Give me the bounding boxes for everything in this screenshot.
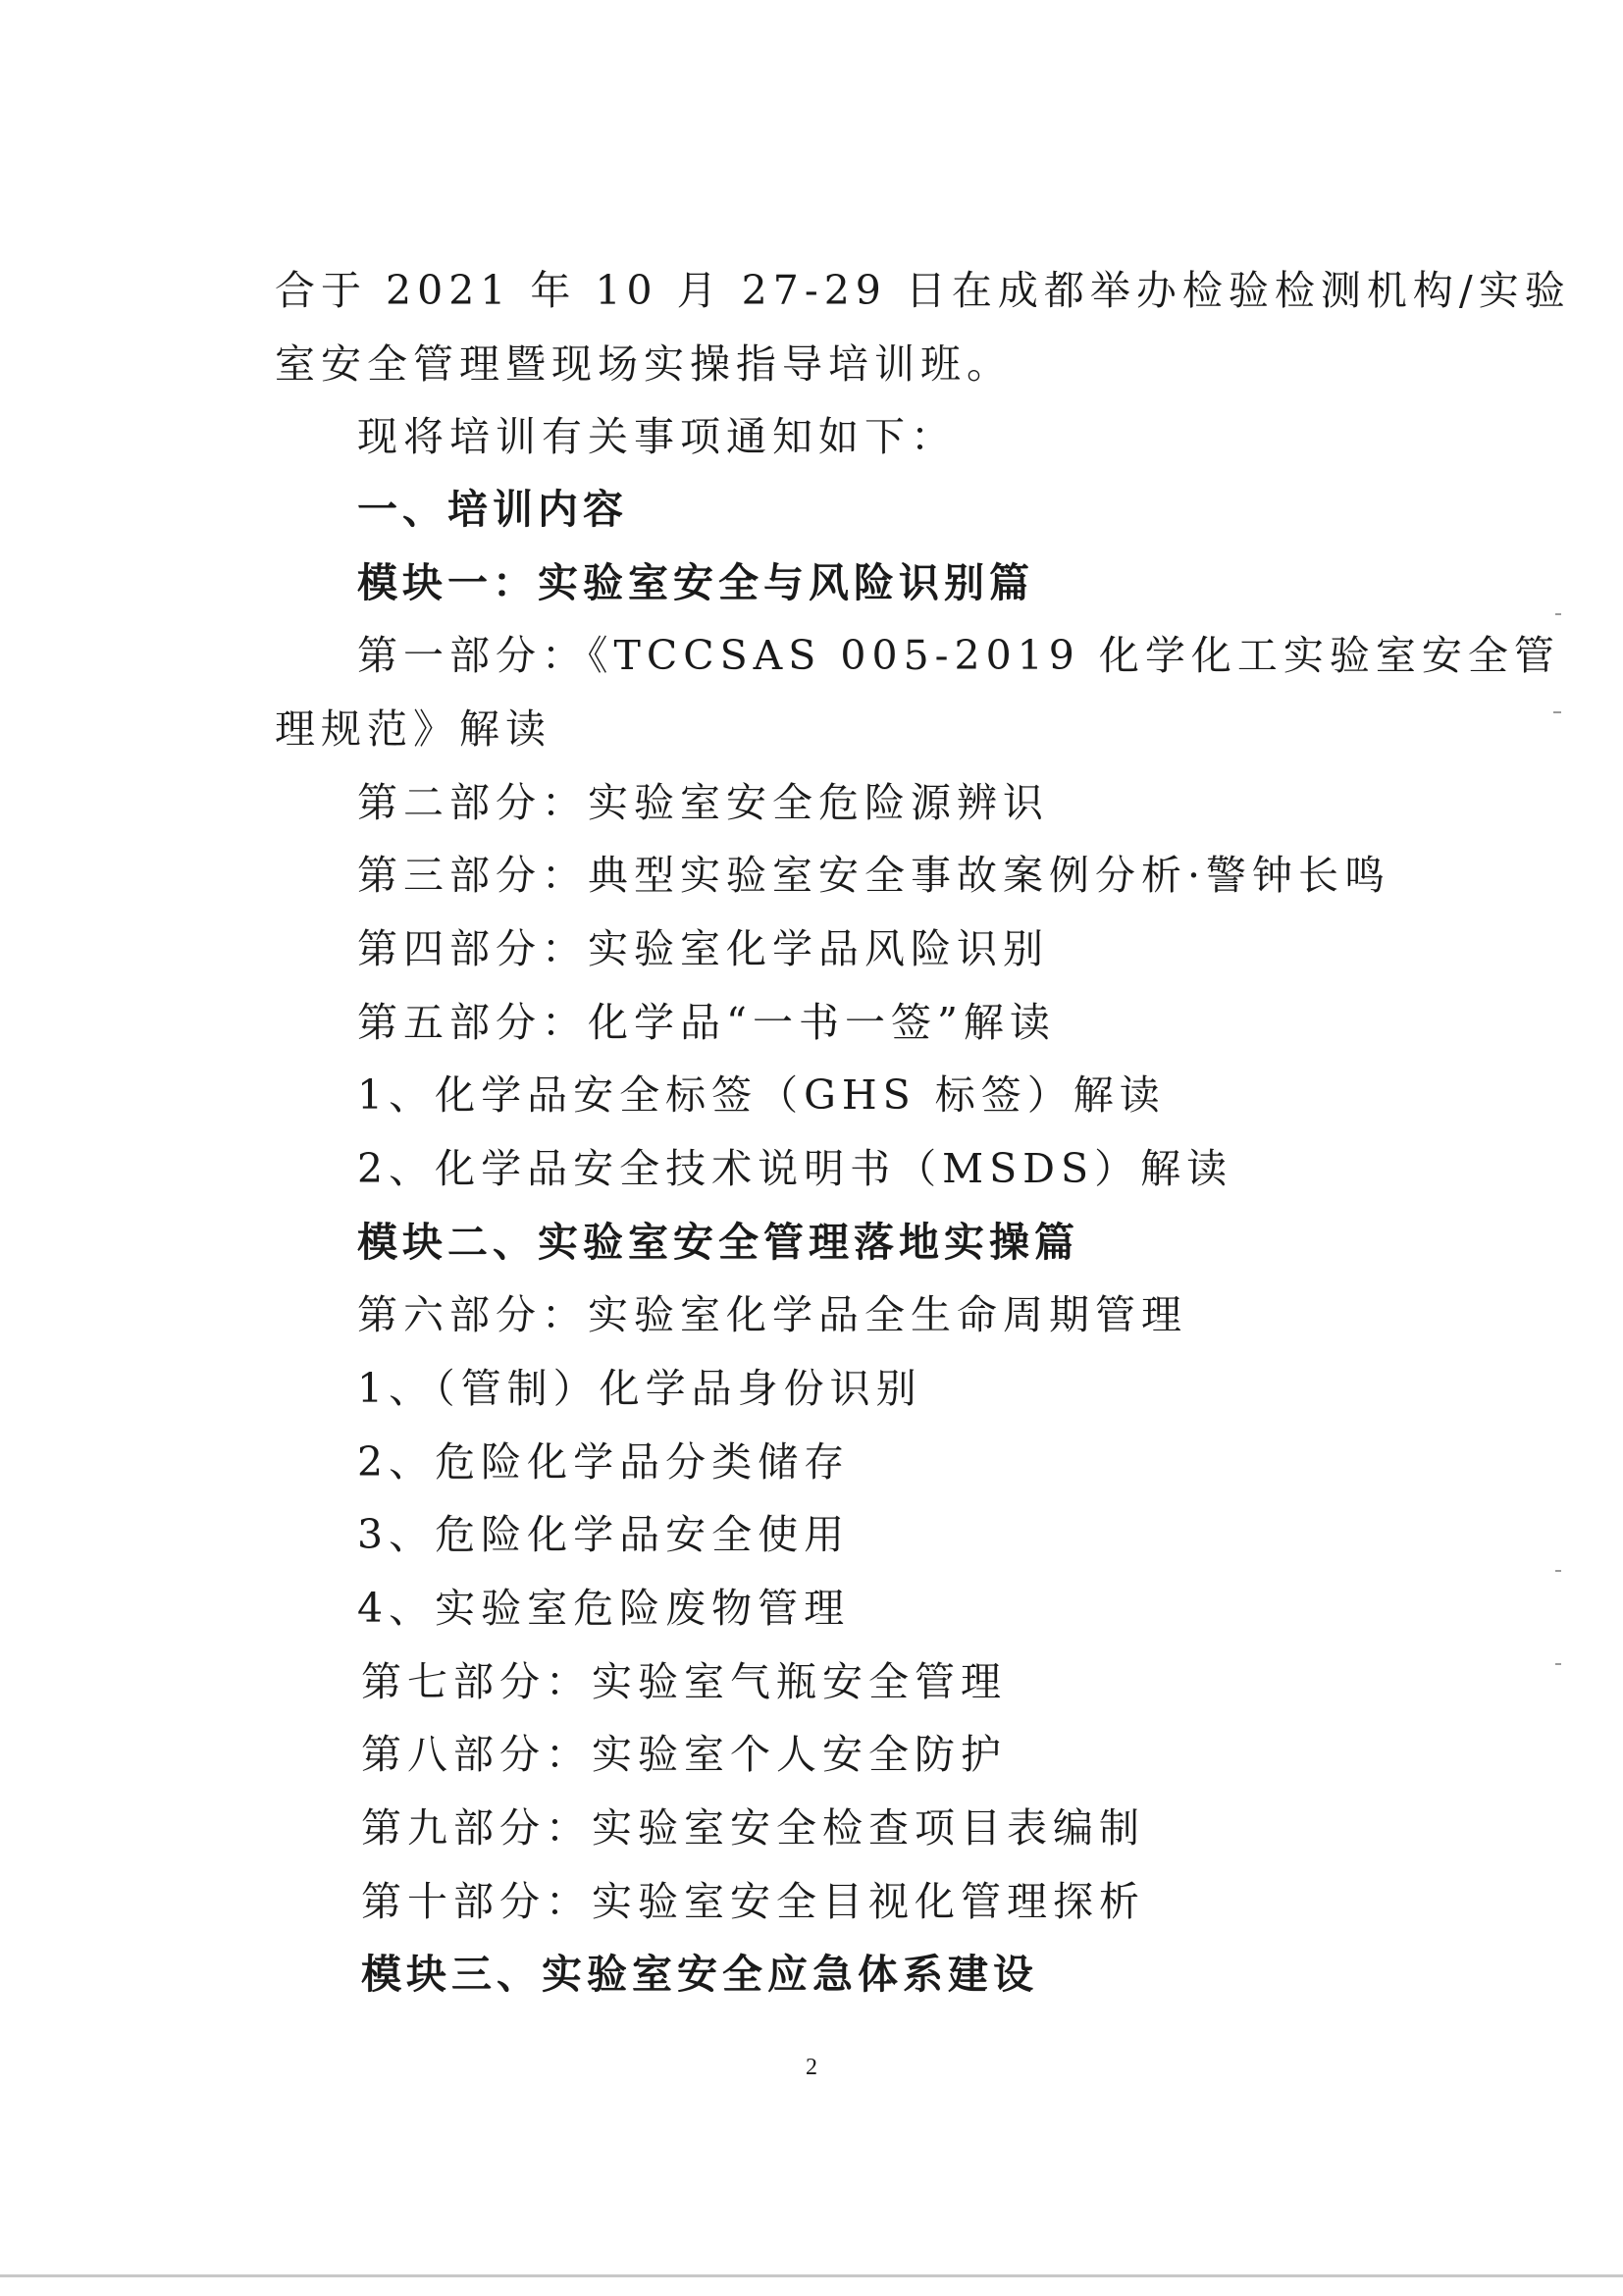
- body-text-line: 合于 2021 年 10 月 27-29 日在成都举办检验检测机构/实验: [275, 267, 1571, 314]
- body-text-line: 4、实验室危险废物管理: [357, 1585, 851, 1632]
- body-text-line: 第三部分：典型实验室安全事故案例分析·警钟长鸣: [357, 852, 1391, 899]
- body-text-line: 现将培训有关事项通知如下：: [357, 413, 957, 460]
- body-text-line: 第二部分：实验室安全危险源辨识: [357, 779, 1049, 826]
- body-text-line: 第九部分：实验室安全检查项目表编制: [361, 1804, 1145, 1852]
- body-text-line: 第七部分：实验室气瓶安全管理: [361, 1658, 1007, 1705]
- scan-speck: [1553, 711, 1561, 713]
- module-heading: 模块一：实验室安全与风险识别篇: [357, 559, 1034, 606]
- body-text-line: 室安全管理暨现场实操指导培训班。: [275, 340, 1013, 388]
- scan-speck: [1555, 613, 1561, 615]
- body-text-line: 第八部分：实验室个人安全防护: [361, 1731, 1007, 1778]
- module-heading: 模块二、实验室安全管理落地实操篇: [357, 1219, 1079, 1266]
- module-heading: 模块三、实验室安全应急体系建设: [361, 1951, 1038, 1998]
- body-text-line: 2、危险化学品分类储存: [357, 1438, 851, 1486]
- body-text-line: 1、化学品安全标签（GHS 标签）解读: [357, 1071, 1166, 1119]
- body-text-line: 2、化学品安全技术说明书（MSDS）解读: [357, 1145, 1233, 1192]
- page-number: 2: [806, 2055, 817, 2080]
- body-text-line: 第四部分：实验室化学品风险识别: [357, 925, 1049, 972]
- body-text-line: 第五部分：化学品“一书一签”解读: [357, 999, 1056, 1046]
- section-heading: 一、培训内容: [357, 486, 628, 533]
- scan-speck: [1555, 1663, 1561, 1665]
- body-text-line: 第六部分：实验室化学品全生命周期管理: [357, 1291, 1187, 1338]
- body-text-line: 第十部分：实验室安全目视化管理探析: [361, 1878, 1145, 1925]
- body-text-line: 3、危险化学品安全使用: [357, 1511, 851, 1558]
- scan-speck: [1555, 1570, 1561, 1572]
- body-text-line: 第一部分：《TCCSAS 005-2019 化学化工实验室安全管: [357, 632, 1560, 679]
- scan-bottom-edge: [0, 2274, 1623, 2277]
- body-text-line: 1、（管制）化学品身份识别: [357, 1365, 922, 1412]
- body-text-line: 理规范》解读: [275, 705, 551, 753]
